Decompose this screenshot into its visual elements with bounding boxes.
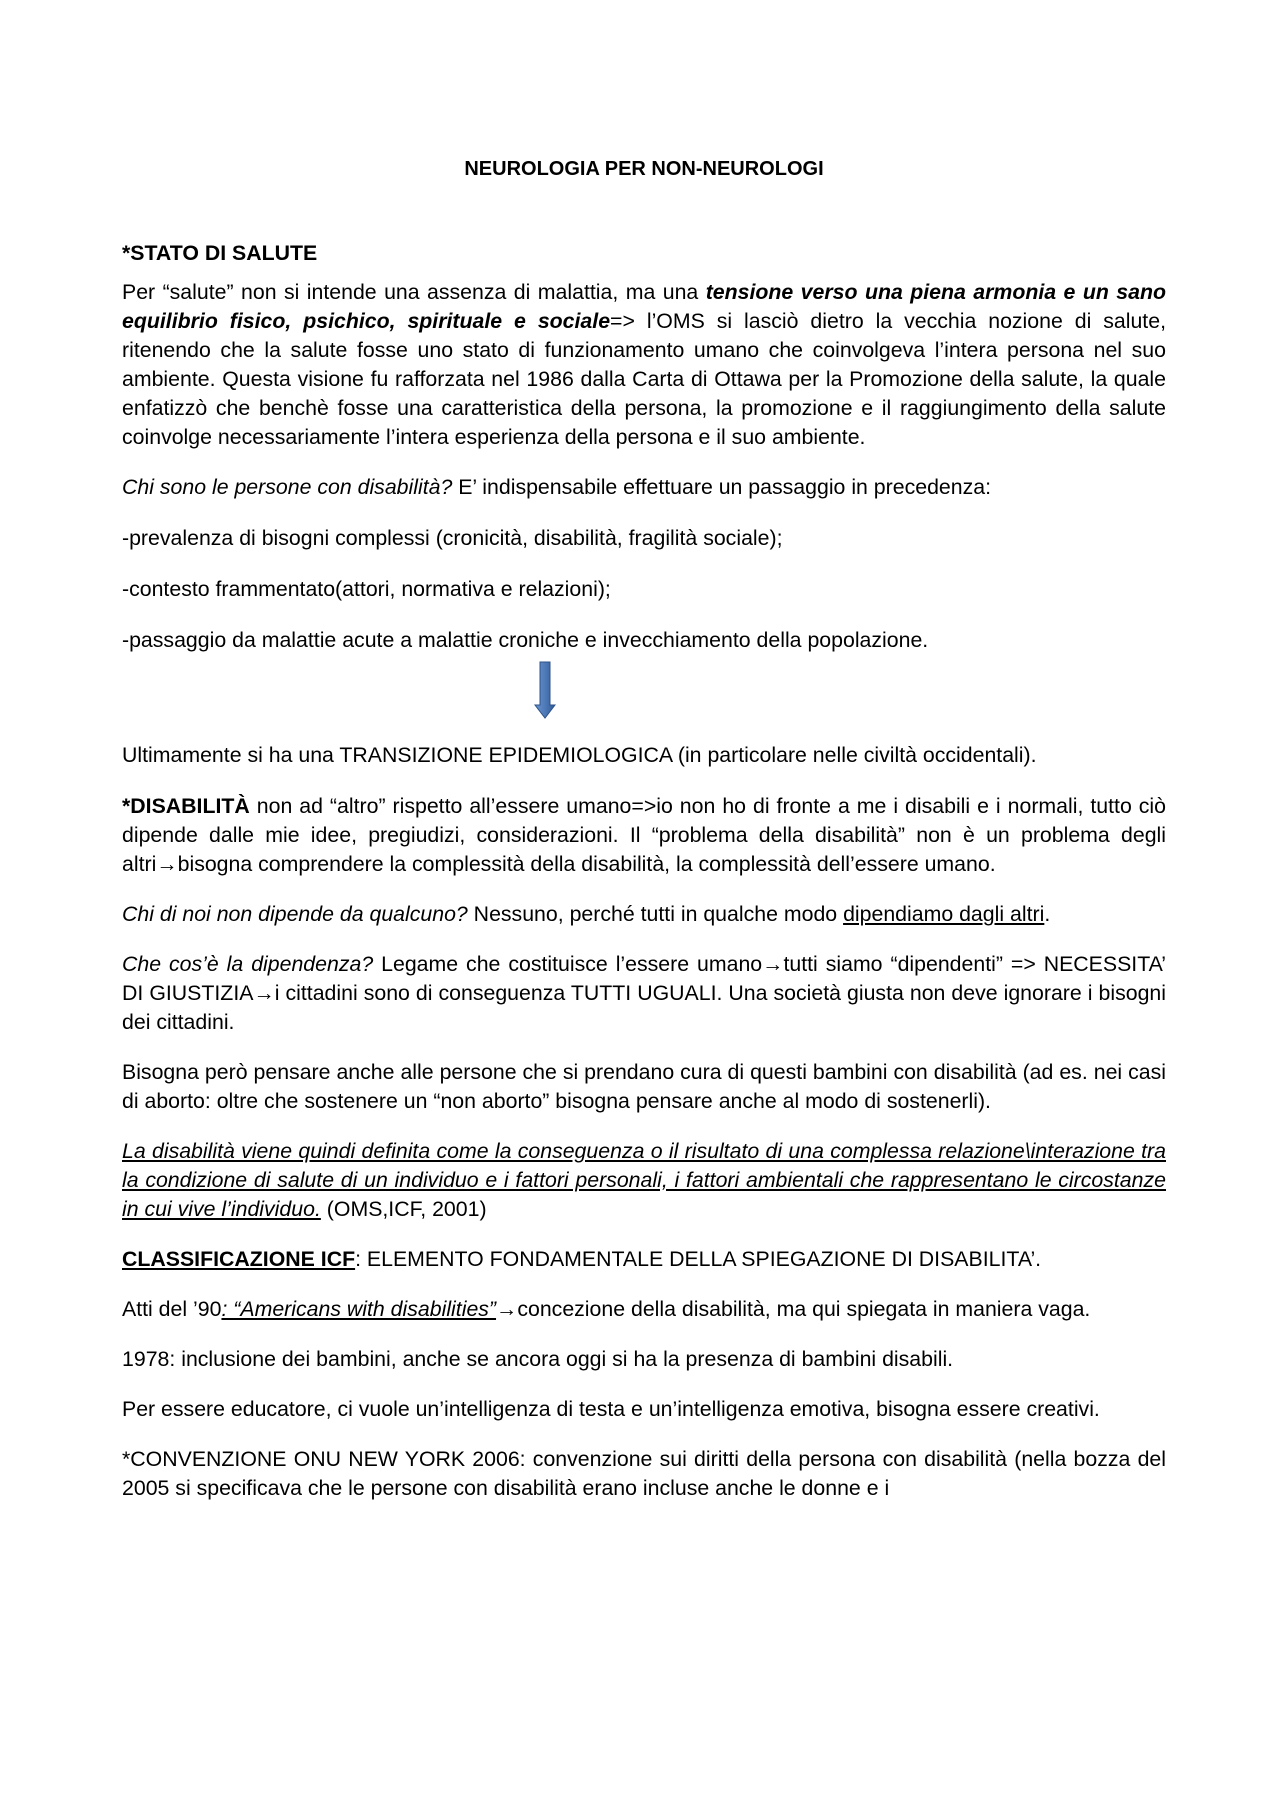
- paragraph-icf: [122, 1245, 1166, 1274]
- paragraph-definizione: [122, 1137, 1166, 1224]
- document-body: [122, 155, 1166, 1524]
- citation-text: (OMS,ICF, 2001): [320, 1197, 487, 1221]
- text-run: non ad “altro” rispetto all’essere umano=>io non ho di fronte a me i disabili e i normali, tutto ciò dipende dalle mie idee, pregiudizi, considerazioni. Il “problema della disabilità” non è un problema degli altri→bisogna comprendere la complessità della disabilità, la complessità dell’essere umano.: [122, 794, 1166, 876]
- text-run: Nessuno, perché tutti in qualche modo: [467, 902, 844, 926]
- paragraph-persone-disabilita: [122, 473, 1166, 502]
- question-text: Chi sono le persone con disabilità?: [122, 475, 453, 499]
- paragraph-educatore: Per essere educatore, ci vuole un’intelligenza di testa e un’intelligenza emotiva, bisogna essere creativi.: [122, 1397, 1100, 1421]
- paragraph-disabilita: [122, 792, 1166, 879]
- text-run: : ELEMENTO FONDAMENTALE DELLA SPIEGAZIONE DI DISABILITA’.: [355, 1247, 1042, 1271]
- document-title: NEUROLOGIA PER NON-NEUROLOGI: [464, 158, 824, 180]
- paragraph-atti: [122, 1295, 1166, 1324]
- bold-label: *DISABILITÀ: [122, 794, 250, 818]
- bold-underlined-label: CLASSIFICAZIONE ICF: [122, 1247, 356, 1271]
- underlined-definition: La disabilità viene quindi definita come la conseguenza o il risultato di una complessa relazione\interazione tra la condizione di salute di un individuo e i fattori personali, i fattori ambientali che rappresentano le circostanze in cui vive l’individuo.: [122, 1139, 1166, 1221]
- section-heading-stato-di-salute: *STATO DI SALUTE: [122, 241, 318, 265]
- text-run: Legame che costituisce l’essere umano→tutti siamo “dipendenti” => NECESSITA’ DI GIUSTIZIA→i cittadini sono di conseguenza TUTTI UGUALI. Una società giusta non deve ignorare i bisogni dei cittadini.: [122, 952, 1166, 1034]
- underlined-text: dipendiamo dagli altri: [843, 902, 1045, 926]
- paragraph-bisogna: Bisogna però pensare anche alle persone che si prendano cura di questi bambini con disabilità (ad es. nei casi di aborto: oltre che sostenere un “non aborto” bisogna pensare anche al modo di sostenerli).: [122, 1060, 1166, 1113]
- paragraph-dipende: [122, 900, 1166, 929]
- text-run: →concezione della disabilità, ma qui spiegata in maniera vaga.: [496, 1297, 1091, 1321]
- text-run: .: [1044, 902, 1051, 926]
- question-text: Che cos’è la dipendenza?: [122, 952, 374, 976]
- paragraph-salute: [122, 278, 1166, 452]
- text-run: Per “salute” non si intende una assenza di malattia, ma una: [122, 280, 706, 304]
- paragraph-dipendenza: [122, 950, 1166, 1037]
- bullet-item: -prevalenza di bisogni complessi (cronicità, disabilità, fragilità sociale);: [122, 526, 783, 550]
- bullet-item: -contesto frammentato(attori, normativa e relazioni);: [122, 577, 611, 601]
- emphasis-text: tensione verso una piena armonia e un sano equilibrio fisico, psichico, spirituale e sociale: [122, 280, 1166, 333]
- down-arrow-icon: [533, 661, 557, 719]
- paragraph-inclusione: 1978: inclusione dei bambini, anche se ancora oggi si ha la presenza di bambini disabili.: [122, 1347, 954, 1371]
- text-run: Atti del ’90: [122, 1297, 222, 1321]
- question-text: Chi di noi non dipende da qualcuno?: [122, 902, 468, 926]
- paragraph-convenzione: *CONVENZIONE ONU NEW YORK 2006: convenzione sui diritti della persona con disabilità (nella bozza del 2005 si specificava che le persone con disabilità erano incluse anche le donne e i: [122, 1447, 1166, 1500]
- bullet-item: -passaggio da malattie acute a malattie croniche e invecchiamento della popolazione.: [122, 628, 929, 652]
- paragraph-transizione: Ultimamente si ha una TRANSIZIONE EPIDEMIOLOGICA (in particolare nelle civiltà occidentali).: [122, 743, 1037, 767]
- underlined-text: : “Americans with disabilities”: [221, 1297, 497, 1321]
- text-run: E’ indispensabile effettuare un passaggio in precedenza:: [452, 475, 992, 499]
- text-run: => l’OMS si lasciò dietro la vecchia nozione di salute, ritenendo che la salute fosse uno stato di funzionamento umano che coinvolgeva l’intera persona nel suo ambiente. Questa visione fu rafforzata nel 1986 dalla Carta di Ottawa per la Promozione della salute, la quale enfatizzò che benchè fosse una caratteristica della persona, la promozione e il raggiungimento della salute coinvolge necessariamente l’intera esperienza della persona e il suo ambiente.: [122, 309, 1166, 449]
- arrow-container: [122, 661, 1166, 719]
